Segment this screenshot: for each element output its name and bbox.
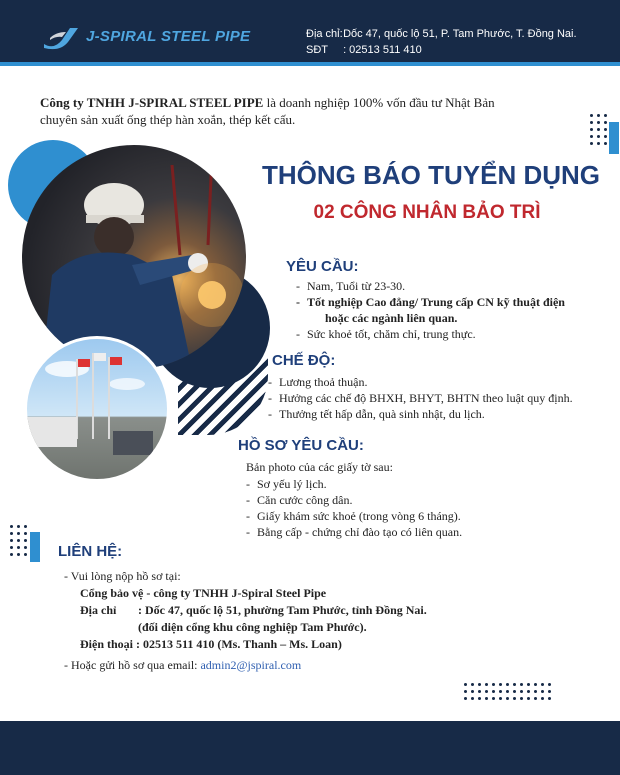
header-contact [306, 26, 577, 58]
contact-address-note: (đối diện cổng khu công nghiệp Tam Phước). [138, 620, 367, 634]
contact-address [64, 602, 427, 619]
contact-place: Cổng bảo vệ - công ty TNHH J-Spiral Steel Pipe [80, 586, 327, 600]
list-item: - Sơ yếu lý lịch. [246, 476, 462, 492]
dot-grid-top-right [590, 114, 607, 145]
list-item: - Lương thoả thuận. [268, 374, 573, 390]
stripe-decoration [178, 355, 268, 435]
contact-email-prefix: - Hoặc gửi hồ sơ qua email: [64, 658, 201, 672]
list-item-continuation: hoặc các ngành liên quan. [325, 311, 458, 325]
contact-line-1: - Vui lòng nộp hồ sơ tại: [64, 569, 181, 583]
documents-heading: HỒ SƠ YÊU CẦU: [238, 437, 364, 454]
benefits-heading: CHẾ ĐỘ: [272, 352, 336, 369]
contact-block [64, 568, 427, 674]
list-item: - Nam, Tuổi từ 23-30. [296, 278, 565, 294]
blue-accent-left [30, 532, 40, 562]
welder-illustration-icon [22, 145, 246, 369]
logo-text: J-SPIRAL STEEL PIPE [86, 28, 251, 45]
list-item: - Hưởng các chế độ BHXH, BHYT, BHTN theo luật quy định. [268, 390, 573, 406]
list-item: - Sức khoẻ tốt, chăm chỉ, trung thực. [296, 326, 565, 342]
list-item [296, 294, 565, 326]
contact-heading: LIÊN HỆ: [58, 543, 123, 560]
list-item-text: Tốt nghiệp Cao đẳng/ Trung cấp CN kỹ thuật điện [307, 295, 565, 309]
list-item: - Thưởng tết hấp dẫn, quà sinh nhật, du lịch. [268, 406, 573, 422]
logo-mark-icon [40, 24, 82, 50]
page-subtitle: 02 CÔNG NHÂN BẢO TRÌ [313, 202, 541, 223]
contact-email-line [64, 657, 427, 674]
factory-photo [24, 336, 170, 482]
dot-grid-bottom-right [464, 683, 551, 700]
intro-paragraph [40, 94, 580, 128]
intro-company: Công ty TNHH J-SPIRAL STEEL PIPE [40, 95, 264, 110]
address-value: Dốc 47, quốc lộ 51, P. Tam Phước, T. Đồng Nai. [343, 28, 577, 40]
intro-text-2: chuyên sản xuất ống thép hàn xoắn, thép kết cấu. [40, 112, 296, 127]
documents-list [246, 476, 462, 540]
header-accent-line [0, 62, 620, 66]
contact-email-link[interactable]: admin2@jspiral.com [200, 658, 302, 672]
phone-label: SĐT [306, 44, 328, 56]
documents-intro: Bản photo của các giấy tờ sau: [246, 460, 393, 474]
list-item: - Bằng cấp - chứng chỉ đào tạo có liên quan. [246, 524, 462, 540]
factory-illustration-icon [27, 339, 167, 479]
page-title: THÔNG BÁO TUYỂN DỤNG [262, 160, 600, 190]
header-bar [0, 0, 620, 62]
address-label: Địa chỉ: [306, 28, 343, 40]
welder-photo [22, 145, 246, 369]
dot-grid-left [10, 525, 27, 556]
requirements-list [296, 278, 565, 342]
list-item: - Căn cước công dân. [246, 492, 462, 508]
intro-text-1: là doanh nghiệp 100% vốn đầu tư Nhật Bản [263, 95, 495, 110]
benefits-list [268, 374, 573, 422]
list-item: - Giấy khám sức khoẻ (trong vòng 6 tháng). [246, 508, 462, 524]
contact-phone: Điện thoại : 02513 511 410 (Ms. Thanh – Ms. Loan) [80, 637, 342, 651]
requirements-heading: YÊU CẦU: [286, 258, 359, 275]
blue-accent-right [609, 122, 619, 154]
contact-address-label: Địa chỉ [80, 603, 117, 617]
contact-address-value: : Dốc 47, quốc lộ 51, phường Tam Phước, tỉnh Đồng Nai. [138, 603, 427, 617]
footer-bar [0, 721, 620, 775]
phone-value: : 02513 511 410 [343, 44, 422, 56]
